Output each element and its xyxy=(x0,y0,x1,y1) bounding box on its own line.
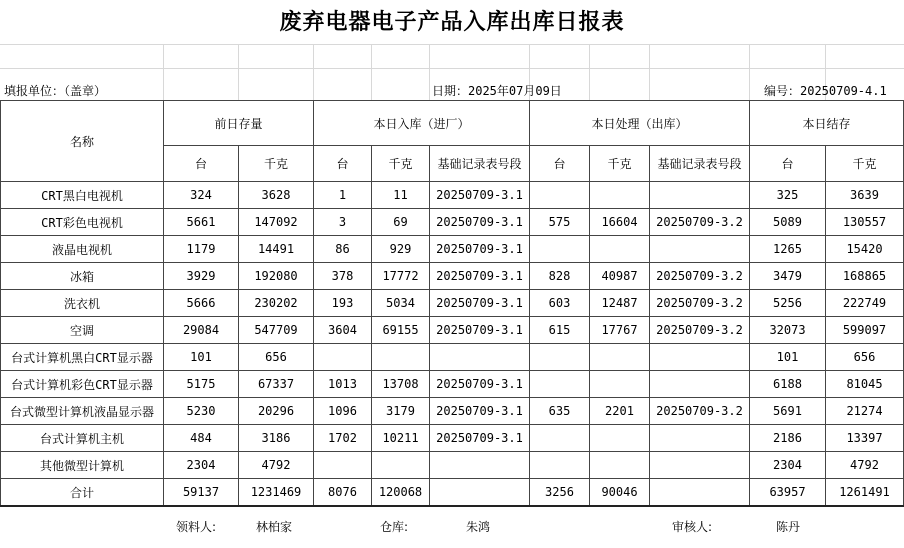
table-row xyxy=(1,452,904,479)
cell-prev-tai: 29084 xyxy=(164,317,239,344)
cell-end-kg: 15420 xyxy=(826,236,904,263)
table-row xyxy=(1,371,904,398)
cell-out-kg xyxy=(590,425,650,452)
cell-in-kg: 10211 xyxy=(372,425,430,452)
cell-out-rec xyxy=(650,344,750,371)
header-name: 名称 xyxy=(1,101,164,182)
cell-prev-kg: 147092 xyxy=(239,209,314,236)
cell-end-tai: 2186 xyxy=(750,425,826,452)
cell-name: CRT彩色电视机 xyxy=(1,209,164,236)
cell-out-tai: 828 xyxy=(530,263,590,290)
cell-out-tai: 575 xyxy=(530,209,590,236)
cell-in-rec: 20250709-3.1 xyxy=(430,263,530,290)
cell-end-tai: 325 xyxy=(750,182,826,209)
warehouse-label: 仓库: xyxy=(380,520,409,534)
cell-out-tai xyxy=(530,182,590,209)
cell-end-tai: 101 xyxy=(750,344,826,371)
warehouse-name: 朱鸿 xyxy=(466,520,491,534)
cell-prev-tai: 5666 xyxy=(164,290,239,317)
cell-end-kg: 3639 xyxy=(826,182,904,209)
table-row xyxy=(1,263,904,290)
cell-end-tai: 5089 xyxy=(750,209,826,236)
gridline xyxy=(163,44,164,100)
report-number: 编号：20250709-4.1 xyxy=(764,84,887,98)
gridline xyxy=(0,68,904,69)
cell-in-kg: 69 xyxy=(372,209,430,236)
cell-in-tai xyxy=(314,344,372,371)
table-row xyxy=(1,344,904,371)
cell-out-kg: 40987 xyxy=(590,263,650,290)
cell-out-rec xyxy=(650,452,750,479)
cell-end-tai: 5691 xyxy=(750,398,826,425)
cell-out-rec: 20250709-3.2 xyxy=(650,398,750,425)
cell-end-tai: 1265 xyxy=(750,236,826,263)
header-record-no: 基础记录表号段 xyxy=(430,146,530,182)
cell-out-kg xyxy=(590,452,650,479)
cell-end-kg: 81045 xyxy=(826,371,904,398)
cell-out-tai xyxy=(530,344,590,371)
cell-out-tai xyxy=(530,425,590,452)
table-row xyxy=(1,425,904,452)
cell-out-kg xyxy=(590,236,650,263)
cell-end-kg: 4792 xyxy=(826,452,904,479)
cell-name: 台式微型计算机液晶显示器 xyxy=(1,398,164,425)
cell-name: 台式计算机彩色CRT显示器 xyxy=(1,371,164,398)
cell-in-tai: 1 xyxy=(314,182,372,209)
cell-out-rec xyxy=(650,425,750,452)
cell-prev-tai: 5661 xyxy=(164,209,239,236)
header-prev-stock: 前日存量 xyxy=(164,101,314,146)
cell-out-tai: 603 xyxy=(530,290,590,317)
gridline xyxy=(649,44,650,100)
cell-name: 台式计算机主机 xyxy=(1,425,164,452)
gridline xyxy=(429,44,430,100)
cell-end-tai: 6188 xyxy=(750,371,826,398)
cell-out-rec: 20250709-3.2 xyxy=(650,317,750,344)
cell-in-kg xyxy=(372,344,430,371)
header-unit-tai: 台 xyxy=(750,146,826,182)
header-unit-kg: 千克 xyxy=(372,146,430,182)
header-record-no: 基础记录表号段 xyxy=(650,146,750,182)
cell-end-kg: 130557 xyxy=(826,209,904,236)
receiver-label: 领料人: xyxy=(176,520,217,534)
cell-in-rec xyxy=(430,344,530,371)
report-date: 日期：2025年07月09日 xyxy=(432,84,562,98)
cell-out-rec: 20250709-3.2 xyxy=(650,209,750,236)
cell-in-tai: 3 xyxy=(314,209,372,236)
cell-out-kg: 2201 xyxy=(590,398,650,425)
cell-in-tai: 86 xyxy=(314,236,372,263)
cell-in-tai: 3604 xyxy=(314,317,372,344)
header-end-stock: 本日结存 xyxy=(750,101,904,146)
cell-end-tai: 3479 xyxy=(750,263,826,290)
table-body xyxy=(1,182,904,507)
cell-end-kg: 13397 xyxy=(826,425,904,452)
cell-in-kg: 11 xyxy=(372,182,430,209)
cell-out-kg xyxy=(590,182,650,209)
cell-out-tai: 615 xyxy=(530,317,590,344)
gridline xyxy=(0,44,904,45)
cell-out-tai: 635 xyxy=(530,398,590,425)
cell-name: 其他微型计算机 xyxy=(1,452,164,479)
cell-prev-kg: 67337 xyxy=(239,371,314,398)
table-row xyxy=(1,209,904,236)
table-row xyxy=(1,182,904,209)
gridline xyxy=(313,44,314,100)
gridline xyxy=(749,44,750,100)
cell-out-kg xyxy=(590,371,650,398)
cell-prev-tai: 59137 xyxy=(164,479,239,507)
cell-prev-kg: 4792 xyxy=(239,452,314,479)
cell-in-tai: 8076 xyxy=(314,479,372,507)
cell-end-kg: 222749 xyxy=(826,290,904,317)
cell-end-kg: 599097 xyxy=(826,317,904,344)
receiver-name: 林柏家 xyxy=(256,520,293,534)
cell-out-kg: 90046 xyxy=(590,479,650,507)
cell-in-rec: 20250709-3.1 xyxy=(430,236,530,263)
cell-in-tai: 1702 xyxy=(314,425,372,452)
cell-out-rec: 20250709-3.2 xyxy=(650,290,750,317)
cell-name: 洗衣机 xyxy=(1,290,164,317)
cell-prev-kg: 230202 xyxy=(239,290,314,317)
cell-prev-kg: 547709 xyxy=(239,317,314,344)
cell-name: 液晶电视机 xyxy=(1,236,164,263)
cell-name: 冰箱 xyxy=(1,263,164,290)
header-unit-kg: 千克 xyxy=(826,146,904,182)
cell-prev-kg: 3186 xyxy=(239,425,314,452)
cell-name: 空调 xyxy=(1,317,164,344)
cell-end-tai: 5256 xyxy=(750,290,826,317)
cell-in-kg: 929 xyxy=(372,236,430,263)
cell-out-kg: 17767 xyxy=(590,317,650,344)
cell-prev-kg: 192080 xyxy=(239,263,314,290)
cell-out-tai xyxy=(530,371,590,398)
cell-prev-tai: 3929 xyxy=(164,263,239,290)
cell-in-kg: 13708 xyxy=(372,371,430,398)
cell-in-tai: 1013 xyxy=(314,371,372,398)
cell-in-tai: 193 xyxy=(314,290,372,317)
cell-prev-kg: 20296 xyxy=(239,398,314,425)
cell-in-tai: 1096 xyxy=(314,398,372,425)
cell-in-rec: 20250709-3.1 xyxy=(430,290,530,317)
cell-in-kg: 120068 xyxy=(372,479,430,507)
cell-in-kg: 3179 xyxy=(372,398,430,425)
header-unit-kg: 千克 xyxy=(239,146,314,182)
reporting-unit-label: 填报单位：（盖章） xyxy=(4,84,107,98)
cell-in-kg: 69155 xyxy=(372,317,430,344)
header-in-today: 本日入库（进厂） xyxy=(314,101,530,146)
cell-end-tai: 2304 xyxy=(750,452,826,479)
cell-prev-tai: 2304 xyxy=(164,452,239,479)
cell-in-rec xyxy=(430,452,530,479)
table-row xyxy=(1,290,904,317)
cell-prev-tai: 5175 xyxy=(164,371,239,398)
cell-prev-tai: 101 xyxy=(164,344,239,371)
cell-end-kg: 168865 xyxy=(826,263,904,290)
cell-prev-kg: 3628 xyxy=(239,182,314,209)
cell-in-rec: 20250709-3.1 xyxy=(430,425,530,452)
table-row xyxy=(1,398,904,425)
header-out-today: 本日处理（出库） xyxy=(530,101,750,146)
signature-footer xyxy=(0,502,904,548)
cell-prev-tai: 1179 xyxy=(164,236,239,263)
cell-out-kg xyxy=(590,344,650,371)
cell-end-kg: 21274 xyxy=(826,398,904,425)
cell-prev-tai: 324 xyxy=(164,182,239,209)
cell-prev-tai: 5230 xyxy=(164,398,239,425)
cell-in-kg xyxy=(372,452,430,479)
cell-out-rec xyxy=(650,236,750,263)
cell-out-rec xyxy=(650,371,750,398)
cell-in-kg: 5034 xyxy=(372,290,430,317)
header-unit-tai: 台 xyxy=(530,146,590,182)
reviewer-label: 审核人: xyxy=(672,520,713,534)
cell-in-rec: 20250709-3.1 xyxy=(430,371,530,398)
table-row xyxy=(1,236,904,263)
cell-name: 台式计算机黑白CRT显示器 xyxy=(1,344,164,371)
cell-prev-kg: 1231469 xyxy=(239,479,314,507)
cell-prev-kg: 656 xyxy=(239,344,314,371)
cell-in-rec: 20250709-3.1 xyxy=(430,209,530,236)
header-unit-kg: 千克 xyxy=(590,146,650,182)
cell-end-tai: 63957 xyxy=(750,479,826,507)
cell-out-tai xyxy=(530,236,590,263)
cell-out-tai: 3256 xyxy=(530,479,590,507)
gridline xyxy=(589,44,590,100)
reviewer-name: 陈丹 xyxy=(776,520,801,534)
report-title: 废弃电器电子产品入库出库日报表 xyxy=(279,9,625,35)
gridline xyxy=(238,44,239,100)
cell-in-kg: 17772 xyxy=(372,263,430,290)
cell-end-tai: 32073 xyxy=(750,317,826,344)
cell-out-kg: 16604 xyxy=(590,209,650,236)
header-unit-tai: 台 xyxy=(164,146,239,182)
cell-prev-kg: 14491 xyxy=(239,236,314,263)
cell-prev-tai: 484 xyxy=(164,425,239,452)
header-unit-tai: 台 xyxy=(314,146,372,182)
cell-name: CRT黑白电视机 xyxy=(1,182,164,209)
cell-in-tai xyxy=(314,452,372,479)
cell-in-tai: 378 xyxy=(314,263,372,290)
inventory-table xyxy=(0,100,904,507)
cell-out-rec xyxy=(650,182,750,209)
cell-in-rec: 20250709-3.1 xyxy=(430,182,530,209)
gridline xyxy=(371,44,372,100)
cell-in-rec: 20250709-3.1 xyxy=(430,317,530,344)
cell-name: 合计 xyxy=(1,479,164,507)
cell-end-kg: 656 xyxy=(826,344,904,371)
cell-out-kg: 12487 xyxy=(590,290,650,317)
cell-out-tai xyxy=(530,452,590,479)
header-row-groups xyxy=(1,101,904,146)
cell-out-rec: 20250709-3.2 xyxy=(650,263,750,290)
table-row xyxy=(1,317,904,344)
cell-end-kg: 1261491 xyxy=(826,479,904,507)
cell-in-rec: 20250709-3.1 xyxy=(430,398,530,425)
